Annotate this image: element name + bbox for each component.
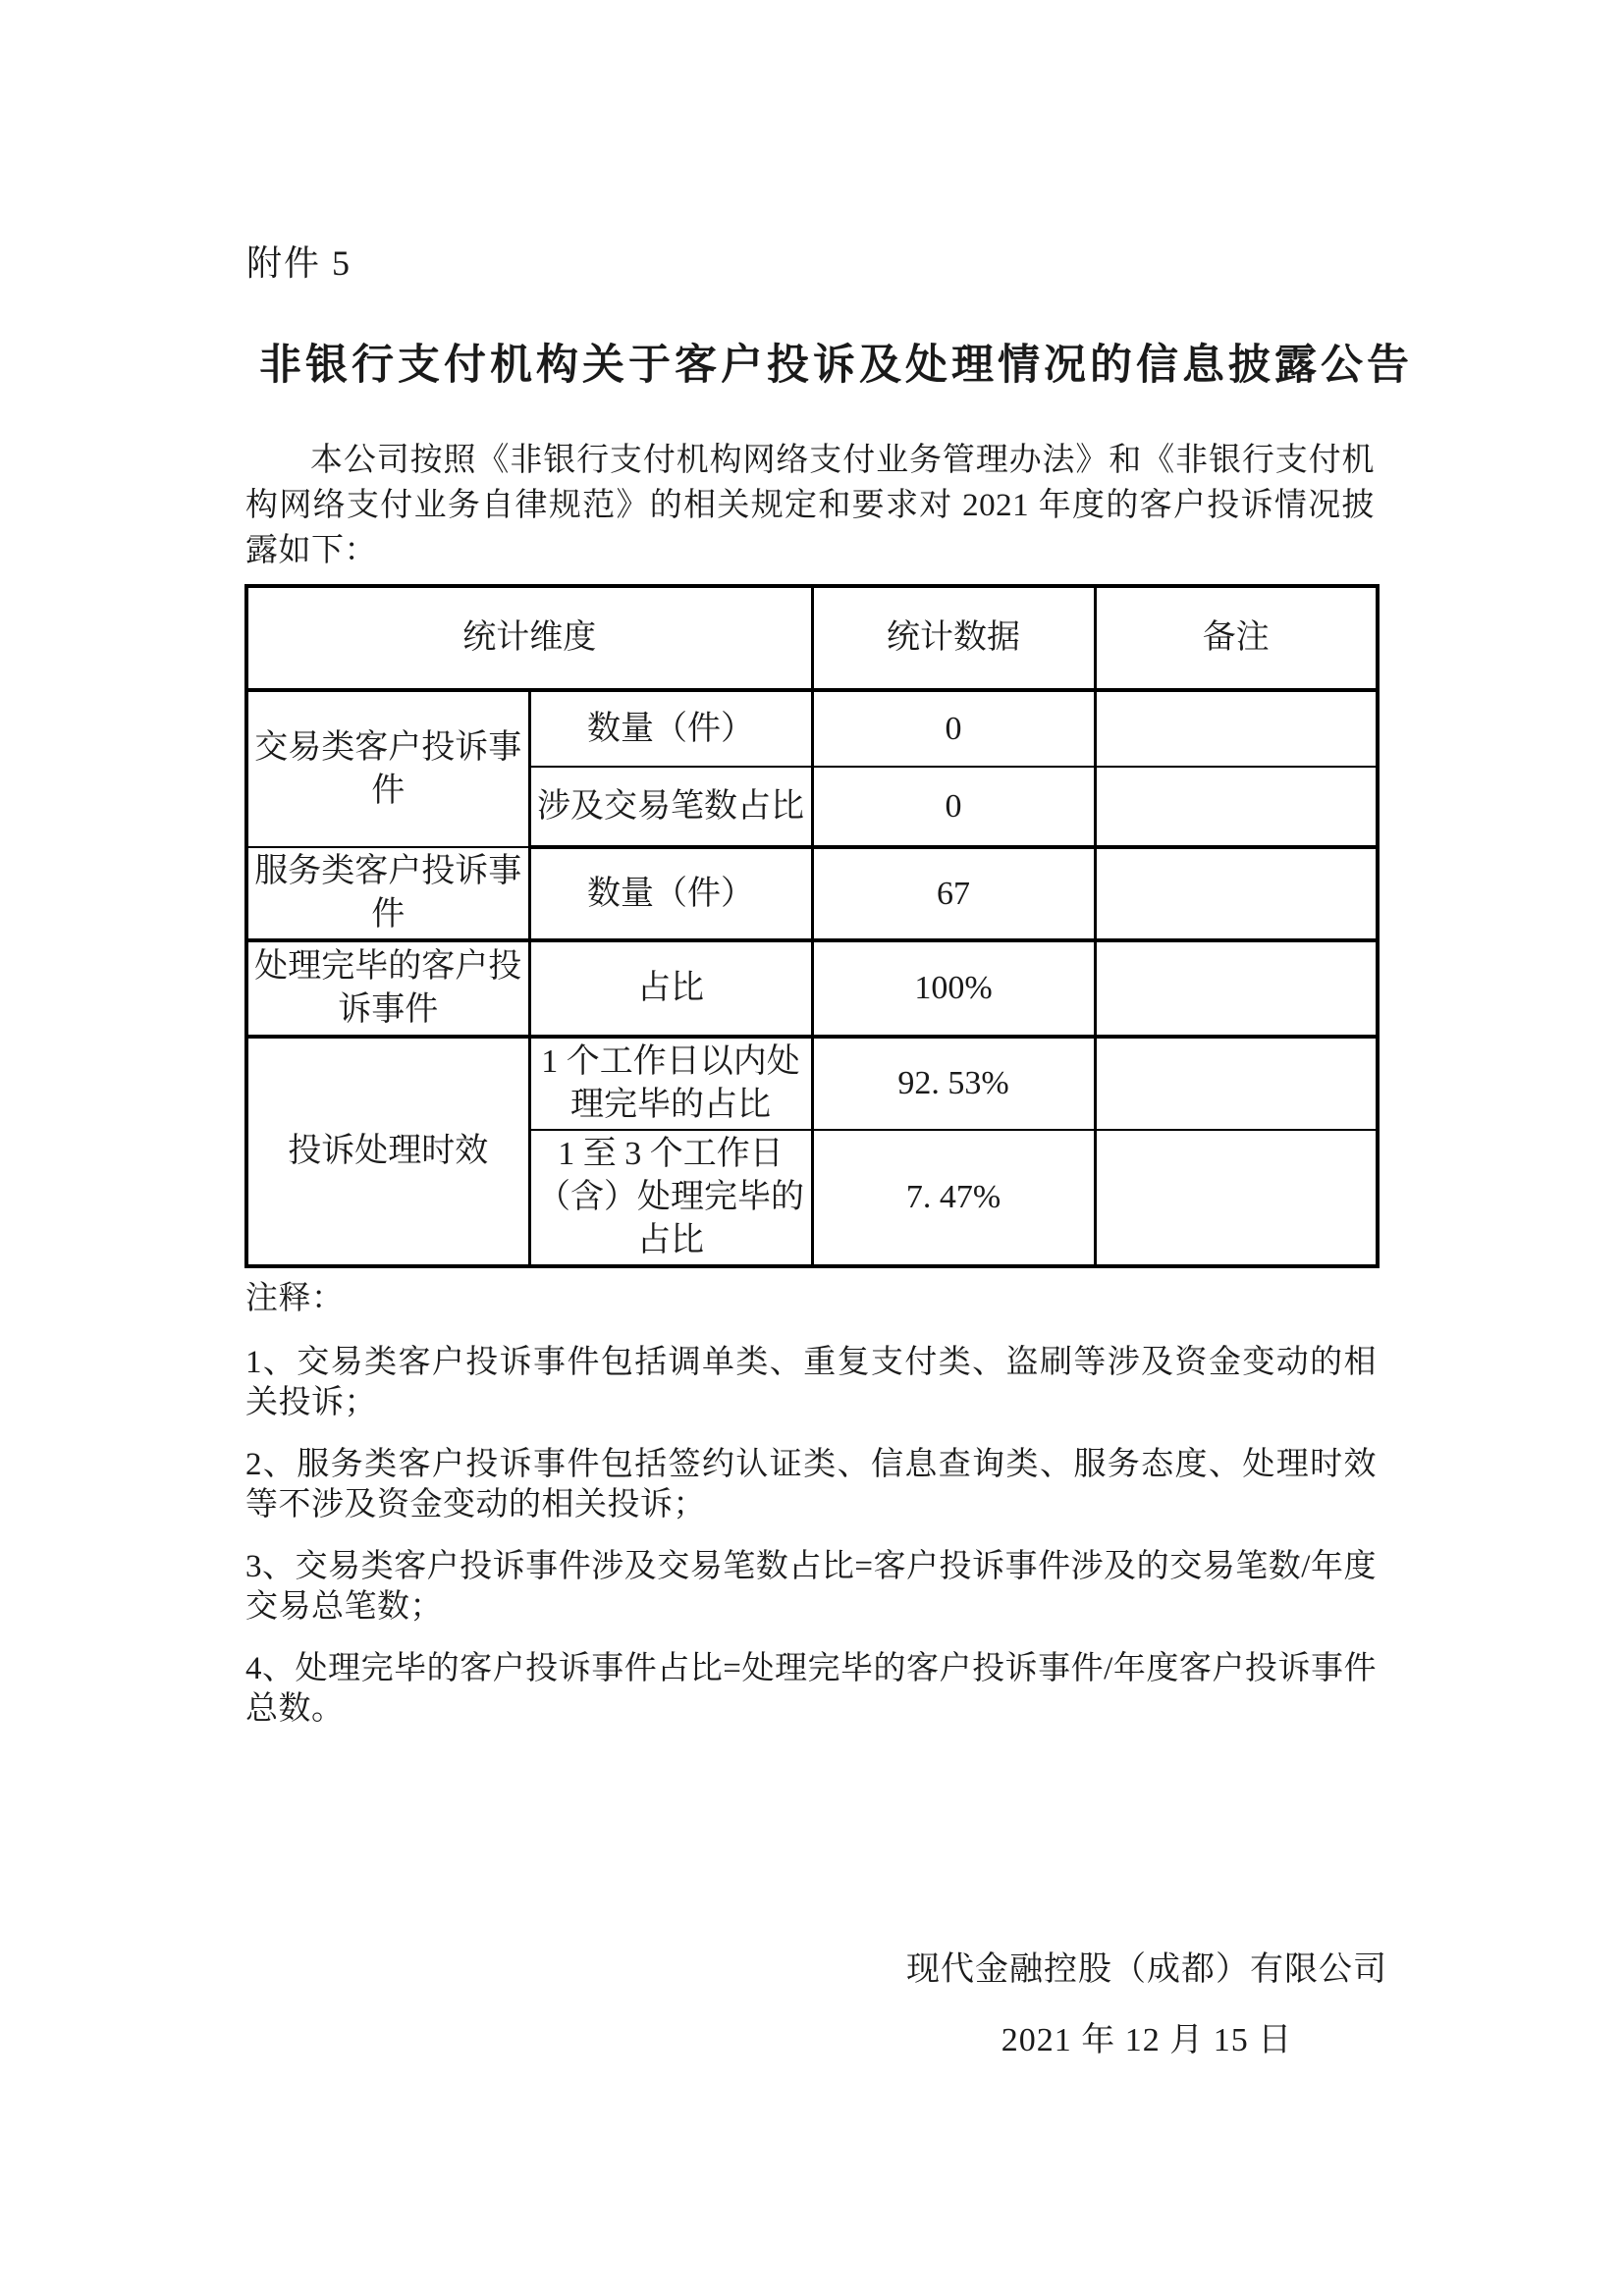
- remark-cell: [1095, 767, 1378, 847]
- col-header-dimension: 统计维度: [246, 586, 812, 690]
- attachment-label: 附件 5: [246, 243, 352, 283]
- note-item: 4、处理完毕的客户投诉事件占比=处理完毕的客户投诉事件/年度客户投诉事件总数。: [245, 1651, 1377, 1727]
- table-header-row: [246, 586, 1378, 690]
- note-item: 1、交易类客户投诉事件包括调单类、重复支付类、盗刷等涉及资金变动的相关投诉；: [245, 1345, 1377, 1420]
- complaint-stats-table: [244, 584, 1380, 1268]
- remark-cell: [1095, 940, 1378, 1037]
- intro-paragraph: 本公司按照《非银行支付机构网络支付业务管理办法》和《非银行支付机构网络支付业务自律规范》的相关规定和要求对 2021 年度的客户投诉情况披露如下：: [245, 443, 1375, 568]
- value-cell: 92. 53%: [812, 1037, 1095, 1130]
- remark-cell: [1095, 1037, 1378, 1130]
- value-cell: 7. 47%: [812, 1130, 1095, 1266]
- col-header-data: 统计数据: [812, 586, 1095, 690]
- remark-cell: [1095, 1130, 1378, 1266]
- col-header-remark: 备注: [1095, 586, 1378, 690]
- group-label-cell: 交易类客户投诉事件: [246, 690, 529, 847]
- note-item: 3、交易类客户投诉事件涉及交易笔数占比=客户投诉事件涉及的交易笔数/年度交易总笔数；: [245, 1549, 1377, 1625]
- metric-cell: 涉及交易笔数占比: [529, 767, 812, 847]
- value-cell: 0: [812, 767, 1095, 847]
- table-row: [246, 940, 1378, 1037]
- group-label-cell: 投诉处理时效: [246, 1037, 529, 1266]
- notes-heading: 注释：: [245, 1281, 345, 1316]
- signature-block: [906, 1949, 1387, 2062]
- value-cell: 100%: [812, 940, 1095, 1037]
- group-label-cell: 处理完毕的客户投诉事件: [246, 940, 529, 1037]
- remark-cell: [1095, 847, 1378, 940]
- page-title: 非银行支付机构关于客户投诉及处理情况的信息披露公告: [259, 343, 1413, 389]
- notes-section: [245, 1279, 1377, 1751]
- table-row: [246, 847, 1378, 940]
- remark-cell: [1095, 690, 1378, 767]
- metric-cell: 数量（件）: [529, 690, 812, 767]
- group-label-cell: 服务类客户投诉事件: [246, 847, 529, 940]
- value-cell: 67: [812, 847, 1095, 940]
- note-item: 2、服务类客户投诉事件包括签约认证类、信息查询类、服务态度、处理时效等不涉及资金变动的相关投诉；: [245, 1447, 1377, 1522]
- table-row: [246, 1037, 1378, 1130]
- signature-company: 现代金融控股（成都）有限公司: [906, 1951, 1387, 1988]
- signature-date: 2021 年 12 月 15 日: [1001, 2022, 1293, 2058]
- metric-cell: 占比: [529, 940, 812, 1037]
- metric-cell: 1 个工作日以内处理完毕的占比: [529, 1037, 812, 1130]
- value-cell: 0: [812, 690, 1095, 767]
- metric-cell: 数量（件）: [529, 847, 812, 940]
- metric-cell: 1 至 3 个工作日（含）处理完毕的占比: [529, 1130, 812, 1266]
- table-row: [246, 690, 1378, 767]
